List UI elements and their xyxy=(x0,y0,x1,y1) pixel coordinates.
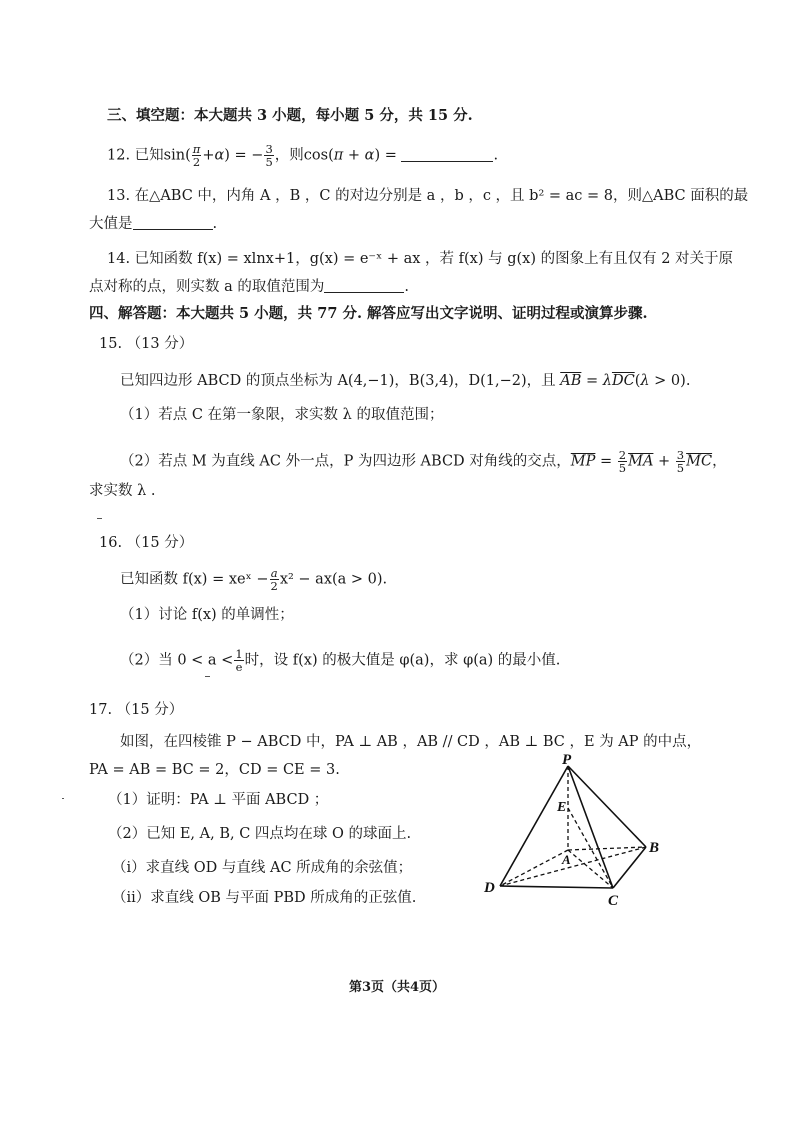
question-17-stem-line-1: 如图，在四棱锥 P − ABCD 中，PA ⊥ AB ，AB // CD ，AB ⊥ BC ，E 为 AP 的中点， xyxy=(120,734,702,750)
vertex-label-A: A xyxy=(562,852,571,867)
question-15-part-2: （2）若点 M 为直线 AC 外一点，P 为四边形 ABCD 对角线的交点，$\overline{MP}$ = $\frac{2}{5}$ $\overline{MA}$ + $\frac{3}{5}$ $\overline{MC}$， xyxy=(120,448,727,475)
scan-speck xyxy=(62,798,64,799)
question-15-part-1: （1）若点 C 在第一象限，求实数 λ 的取值范围； xyxy=(120,407,444,423)
pyramid-figure xyxy=(480,752,680,912)
question-17-stem-line-2: PA = AB = BC = 2，CD = CE = 3. xyxy=(89,762,340,778)
vertex-label-D: D xyxy=(484,880,495,896)
vertex-label-B: B xyxy=(649,840,660,856)
edge-PB xyxy=(568,766,646,847)
question-15-stem: 已知四边形 ABCD 的顶点坐标为 A(4,−1)，B(3,4)，D(1,−2)，且 $\overline{AB} = \lambda\overline{DC}(\lambda > 0)$. xyxy=(120,373,691,389)
section-4-title: 四、解答题：本大题共 5 小题，共 77 分. 解答应写出文字说明、证明过程或演算步骤. xyxy=(89,305,648,322)
question-13-line-1: 13. 在△ABC 中，内角 A ，B ，C 的对边分别是 a ，b ，c ，且 b² = ac = 8，则△ABC 面积的最 xyxy=(107,188,749,204)
vertex-label-P: P xyxy=(562,752,572,768)
answer-blank-14 xyxy=(324,278,404,293)
section-3-title: 三、填空题：本大题共 3 小题，每小题 5 分，共 15 分. xyxy=(107,107,473,124)
page-footer: 第3页（共4页） xyxy=(348,980,446,995)
answer-blank-12 xyxy=(401,147,493,162)
question-15-header: 15. （13 分） xyxy=(99,336,194,352)
question-15-part-2-cont: 求实数 λ . xyxy=(89,483,156,499)
question-17-part-2: （2）已知 E, A, B, C 四点均在球 O 的球面上. xyxy=(108,826,412,842)
question-16-part-1: （1）讨论 f(x) 的单调性； xyxy=(120,607,294,623)
question-14-line-2: 点对称的点，则实数 a 的取值范围为 . xyxy=(89,279,409,295)
edge-DB xyxy=(500,847,646,886)
question-13-line-2: 大值是 . xyxy=(89,216,218,232)
question-12: 12. 已知sin( $\frac{\pi}{2}$ +α) = − $\frac{3}{5}$ ，则cos(π + α) = . xyxy=(107,142,499,169)
question-16-header: 16. （15 分） xyxy=(99,535,194,551)
answer-blank-13 xyxy=(133,215,213,230)
edge-DC xyxy=(500,886,613,888)
question-16-stem: 已知函数 f(x) = xeˣ − $\frac{a}{2}$ x² − ax(a > 0). xyxy=(120,566,388,593)
scan-speck xyxy=(205,676,210,677)
vertex-label-C: C xyxy=(608,893,619,909)
question-17-header: 17. （15 分） xyxy=(89,702,184,718)
question-16-part-2: （2）当 0 < a < $\frac{1}{e}$ 时，设 f(x) 的极大值是 φ(a)，求 φ(a) 的最小值. xyxy=(120,647,561,674)
question-17-part-2-ii: （ii）求直线 OB 与平面 PBD 所成角的正弦值. xyxy=(112,890,417,906)
question-17-part-1: （1）证明：PA ⊥ 平面 ABCD ； xyxy=(108,792,329,808)
question-17-part-2-i: （i）求直线 OD 与直线 AC 所成角的余弦值； xyxy=(112,860,413,876)
edge-CB xyxy=(613,847,646,888)
scan-speck xyxy=(97,518,102,519)
question-14-line-1: 14. 已知函数 f(x) = xlnx+1，g(x) = e⁻ˣ + ax ，若 f(x) 与 g(x) 的图象上有且仅有 2 对关于原 xyxy=(107,251,734,267)
vertex-label-E: E xyxy=(557,800,567,815)
edge-AB xyxy=(568,847,646,850)
